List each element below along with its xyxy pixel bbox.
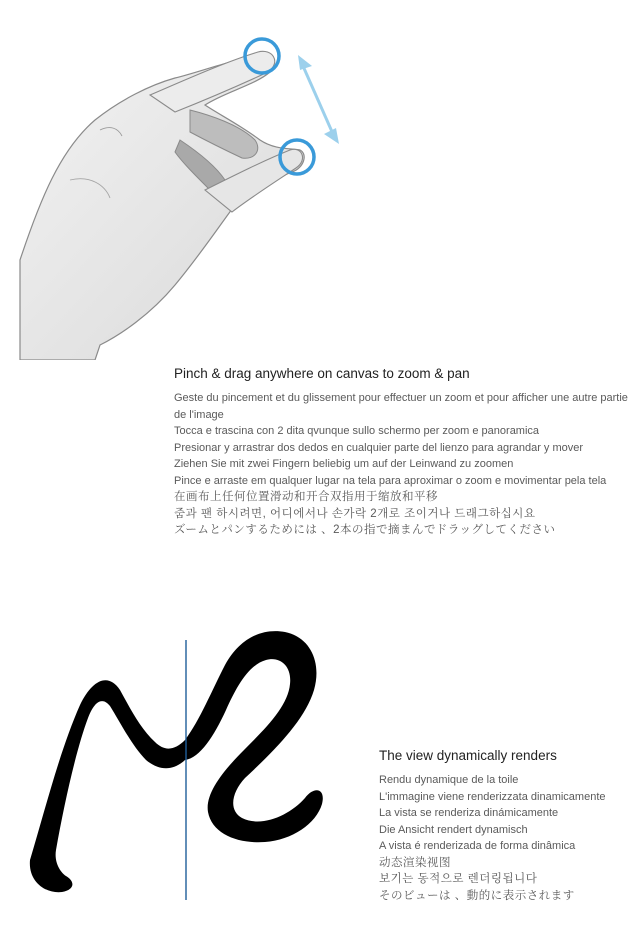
- pinch-translation-de: Ziehen Sie mit zwei Fingern beliebig um auf der Leinwand zu zoomen: [174, 458, 514, 470]
- render-translation-pt: A vista é renderizada de forma dinâmica: [379, 840, 576, 852]
- pinch-title: Pinch & drag anywhere on canvas to zoom & pan: [174, 366, 470, 381]
- pinch-translation-fr: Geste du pincement et du glissement pour effectuer un zoom et pour afficher une autre partie de l'image: [174, 392, 628, 421]
- render-description: [379, 747, 634, 904]
- pinch-gesture-hand-icon: [0, 0, 360, 360]
- pinch-instructions: [174, 365, 634, 539]
- render-translation-de: Die Ansicht rendert dynamisch: [379, 823, 528, 836]
- pinch-translation-zh: 在画布上任何位置滑动和开合双指用于缩放和平移: [174, 491, 438, 503]
- pinch-translation-ja: ズームとパンするためには 、2本の指で摘まんでドラッグしてください: [174, 524, 556, 536]
- brush-stroke-render-icon: [0, 610, 360, 930]
- render-translation-zh: 动态渲染视图: [379, 856, 451, 869]
- render-translation-ja: そのビューは 、動的に表示されます: [379, 889, 575, 902]
- pinch-translation-it: Tocca e trascina con 2 dita qvunque sullo schermo per zoom e panoramica: [174, 425, 540, 437]
- render-translation-es: La vista se renderiza dinámicamente: [379, 807, 559, 819]
- pinch-translation-es: Presionar y arrastrar dos dedos en cualquier parte del lienzo para agrandar y mover: [174, 441, 584, 454]
- render-translation-fr: Rendu dynamique de la toile: [379, 774, 519, 786]
- render-title: The view dynamically renders: [379, 748, 557, 763]
- pinch-translation-pt: Pince e arraste em qualquer lugar na tela para aproximar o zoom e movimentar pela tela: [174, 474, 607, 487]
- double-headed-arrow-icon: [298, 55, 339, 144]
- pinch-translation-ko: 줌과 팬 하시려면, 어디에서나 손가락 2개로 조이거나 드래그하십시요: [174, 507, 536, 520]
- render-translation-ko: 보기는 동적으로 렌더링됩니다: [379, 873, 538, 885]
- render-translation-it: L'immagine viene renderizzata dinamicamente: [379, 790, 606, 803]
